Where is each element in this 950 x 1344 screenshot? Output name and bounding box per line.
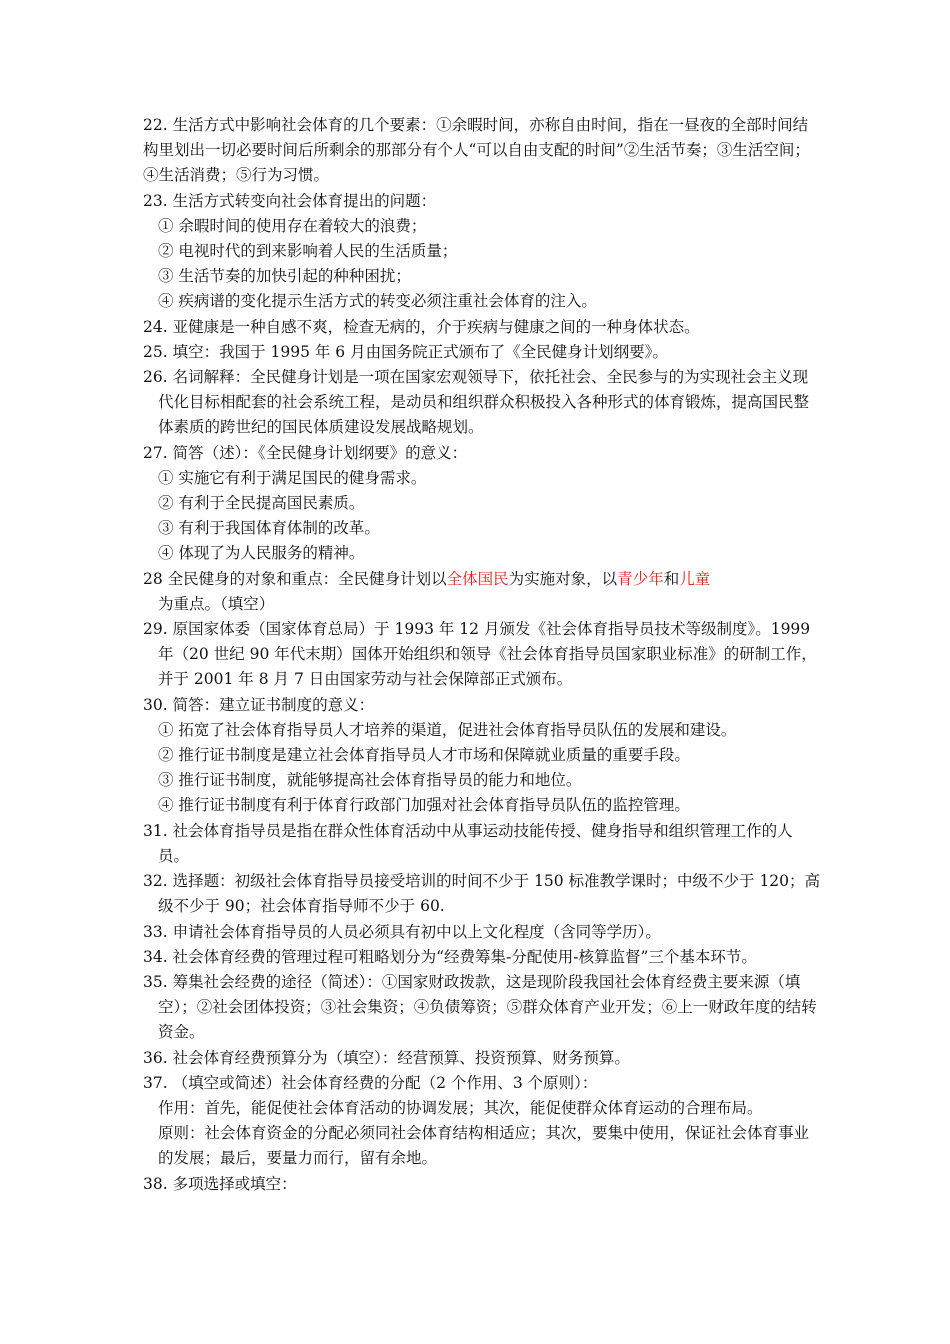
item-30-sub-2: ② 推行证书制度是建立社会体育指导员人才市场和保障就业质量的重要手段。 [158, 746, 690, 765]
item-37: 37. （填空或简述）社会体育经费的分配（2 个作用、3 个原则）： [143, 1073, 598, 1092]
item-23-sub-3: ③ 生活节奏的加快引起的种种困扰； [158, 267, 411, 286]
item-22-text: 22. 生活方式中影响社会体育的几个要素：①余暇时间，亦称自由时间，指在一昼夜的全部时间结构里划出一切必要时间后所剩余的那部分有个人“可以自由支配的时间”②生活节奏；③生活空间；④生活消费；⑤行为习惯。 [143, 116, 810, 185]
item-36: 36. 社会体育经费预算分为（填空）：经营预算、投资预算、财务预算。 [143, 1048, 630, 1067]
item-27-sub-4: ④ 体现了为人民服务的精神。 [158, 544, 365, 563]
item-35: 35. 筹集社会经费的途径（简述）：①国家财政拨款，这是现阶段我国社会体育经费主要来源（填空）；②社会团体投资；③社会集资；④负债筹资；⑤群众体育产业开发；⑥上一财政年度的结转资金。 [143, 972, 817, 1042]
item-30-sub-4: ④ 推行证书制度有利于体育行政部门加强对社会体育指导员队伍的监控管理。 [158, 796, 690, 815]
item-38: 38. 多项选择或填空： [143, 1174, 297, 1193]
item-23-sub-2: ② 电视时代的到来影响着人民的生活质量； [158, 242, 458, 261]
item-27-sub-2: ② 有利于全民提高国民素质。 [158, 494, 365, 513]
item-28-highlight-all-citizens: 全体国民 [446, 569, 509, 588]
item-24: 24. 亚健康是一种自感不爽，检查无病的，介于疾病与健康之间的一种身体状态。 [143, 317, 700, 336]
item-28-highlight-youth: 青少年 [617, 569, 664, 588]
item-27-sub-3: ③ 有利于我国体育体制的改革。 [158, 519, 380, 538]
item-28 [143, 567, 823, 617]
item-30: 30. 简答：建立证书制度的意义： [143, 695, 375, 714]
item-28-highlight-children: 儿童 [679, 569, 711, 588]
item-29: 29. 原国家体委（国家体育总局）于 1993 年 12 月颁发《社会体育指导员技术等级制度》。1999 年（20 世纪 90 年代末期）国体开始组织和领导《社会体育指导员国家职业标准》的研制工作，并于 2001 年 8 月 7 日由国家劳动与社会保障部正式颁布。 [143, 620, 817, 689]
item-23: 23. 生活方式转变向社会体育提出的问题： [143, 191, 437, 210]
item-31: 31. 社会体育指导员是指在群众性体育活动中从事运动技能传授、健身指导和组织管理工作的人员。 [143, 821, 793, 865]
item-26: 26. 名词解释：全民健身计划是一项在国家宏观领导下，依托社会、全民参与的为实现社会主义现代化目标相配套的社会系统工程，是动员和组织群众积极投入各种形式的体育锻炼，提高国民整体素质的跨世纪的国民体质建设发展战略规划。 [143, 368, 810, 437]
item-23-sub-1: ① 余暇时间的使用存在着较大的浪费； [158, 216, 427, 235]
item-27-sub-1: ① 实施它有利于满足国民的健身需求。 [158, 468, 427, 487]
item-37-principles: 原则：社会体育资金的分配必须同社会体育结构相适应；其次，要集中使用，保证社会体育事业的发展；最后，要量力而行，留有余地。 [158, 1124, 810, 1168]
document-body [143, 113, 823, 1197]
item-28-text-b: 为实施对象，以 [508, 569, 618, 588]
item-28-text-c: 和 [663, 569, 680, 588]
item-37-roles: 作用：首先，能促使社会体育活动的协调发展；其次，能促使群众体育运动的合理布局。 [158, 1098, 763, 1117]
item-25: 25. 填空：我国于 1995 年 6 月由国务院正式颁布了《全民健身计划纲要》。 [143, 342, 668, 361]
item-30-sub-3: ③ 推行证书制度，就能够提高社会体育指导员的能力和地位。 [158, 771, 582, 790]
item-27: 27. 简答（述）：《全民健身计划纲要》的意义： [143, 443, 468, 462]
item-23-sub-4: ④ 疾病谱的变化提示生活方式的转变必须注重社会体育的注入。 [158, 292, 597, 311]
item-22 [143, 113, 823, 189]
item-28-text-d: 为重点。（填空） [158, 594, 275, 613]
item-34: 34. 社会体育经费的管理过程可粗略划分为“经费筹集-分配使用-核算监督”三个基本环节。 [143, 947, 757, 966]
item-32: 32. 选择题：初级社会体育指导员接受培训的时间不少于 150 标准教学课时；中级不少于 120；高级不少于 90；社会体育指导师不少于 60. [143, 872, 821, 916]
item-33: 33. 申请社会体育指导员的人员必须具有初中以上文化程度（含同等学历）。 [143, 922, 661, 941]
item-28-text-a: 28 全民健身的对象和重点：全民健身计划以 [143, 569, 447, 588]
item-30-sub-1: ① 拓宽了社会体育指导员人才培养的渠道，促进社会体育指导员队伍的发展和建设。 [158, 720, 737, 739]
